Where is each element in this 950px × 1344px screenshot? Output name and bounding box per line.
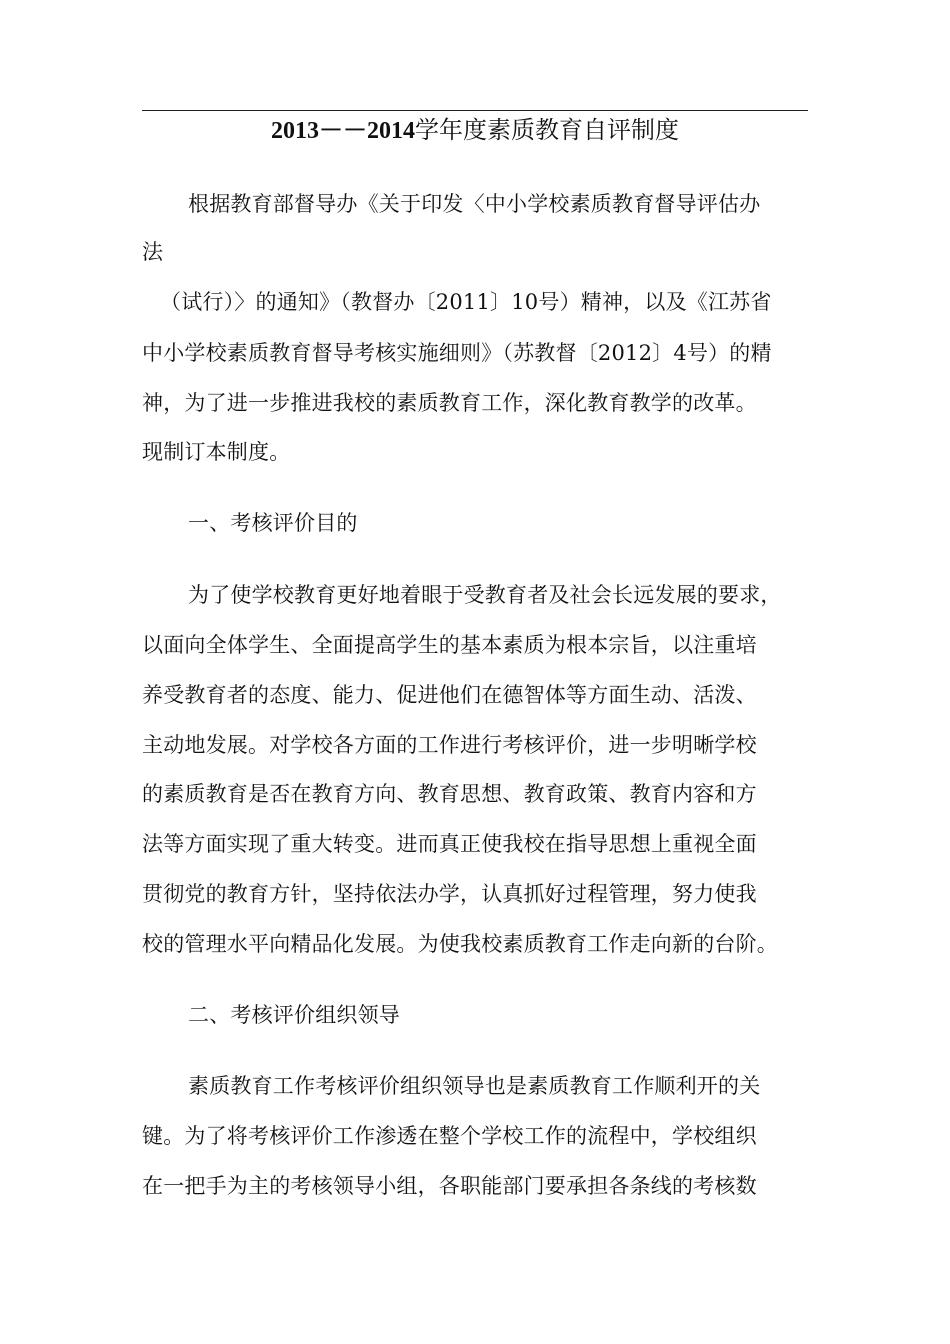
- paragraph-line: 在一把手为主的考核领导小组，各职能部门要承担各条线的考核数: [142, 1174, 757, 1198]
- paragraph-line: 为了使学校教育更好地着眼于受教育者及社会长远发展的要求，: [188, 583, 782, 607]
- paragraph-line: （试行）〉的通知》（教督办〔2011〕10号）精神，以及《江苏省: [160, 290, 772, 314]
- paragraph-line: 中小学校素质教育督导考核实施细则》（苏教督〔2012〕4号）的精: [142, 341, 772, 365]
- paragraph-line: 以面向全体学生、全面提高学生的基本素质为根本宗旨，以注重培: [142, 633, 757, 657]
- paragraph-line: 法: [142, 240, 164, 264]
- title-text: 学年度素质教育自评制度: [415, 118, 679, 144]
- paragraph-line: 现制订本制度。: [142, 440, 291, 464]
- document-title: [142, 113, 808, 149]
- paragraph-line: 法等方面实现了重大转变。进而真正使我校在指导思想上重视全面: [142, 832, 757, 856]
- paragraph-line: 的素质教育是否在教育方向、教育思想、教育政策、教育内容和方: [142, 782, 757, 806]
- paragraph-line: 养受教育者的态度、能力、促进他们在德智体等方面生动、活泼、: [142, 683, 757, 707]
- top-rule: [142, 110, 808, 111]
- section-heading-1: 一、考核评价目的: [188, 511, 358, 535]
- paragraph-line: 贯彻党的教育方针，坚持依法办学，认真抓好过程管理，努力使我: [142, 882, 757, 906]
- paragraph-line: 素质教育工作考核评价组织领导也是素质教育工作顺利开的关: [188, 1074, 761, 1098]
- paragraph-line: 键。为了将考核评价工作渗透在整个学校工作的流程中，学校组织: [142, 1124, 757, 1148]
- section-heading-2: 二、考核评价组织领导: [188, 1003, 400, 1027]
- paragraph-line: 校的管理水平向精品化发展。为使我校素质教育工作走向新的台阶。: [142, 932, 778, 956]
- paragraph-line: 神，为了进一步推进我校的素质教育工作，深化教育教学的改革。: [142, 391, 757, 415]
- paragraph-line: 根据教育部督导办《关于印发〈中小学校素质教育督导评估办: [188, 192, 761, 216]
- title-years: 2013－－2014: [271, 118, 415, 144]
- paragraph-line: 主动地发展。对学校各方面的工作进行考核评价，进一步明晰学校: [142, 733, 757, 757]
